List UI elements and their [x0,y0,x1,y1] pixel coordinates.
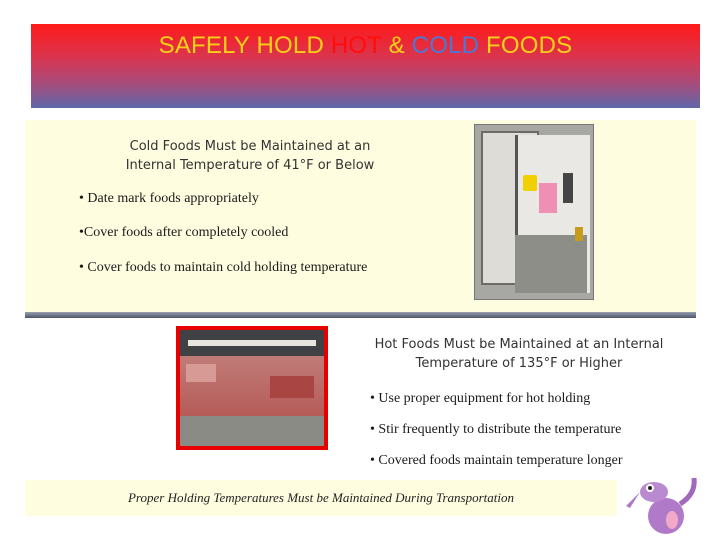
door-lower-panel [515,235,587,293]
hot-heading-line-1: Hot Foods Must be Maintained at an Internal [374,337,664,352]
title-part-2: FOODS [479,32,573,59]
title-banner [31,24,700,108]
title-cold-word: COLD [411,32,480,59]
cold-heading-line-1: Cold Foods Must be Maintained at an [129,139,371,154]
display-base [180,416,324,446]
cold-foods-panel [25,120,696,312]
cold-bullet-cover-cooled: •Cover foods after completely cooled [79,225,289,240]
cold-heading-line-2: Internal Temperature of 41°F or Below [125,158,375,173]
footer-band [25,480,617,516]
walk-in-cooler-door-photo [474,124,594,300]
hot-bullet-stir: • Stir frequently to distribute the temperature [370,422,622,437]
door-lock [575,227,583,241]
hot-holding-display-photo [176,326,328,450]
title-hot-word: HOT [330,32,382,59]
door-sign [523,175,537,191]
display-food-trays [180,356,324,416]
mascot-icon [620,474,700,538]
cold-bullet-date-mark: • Date mark foods appropriately [79,191,259,206]
display-light [188,340,316,346]
transport-note: Proper Holding Temperatures Must be Maintained During Transportation [127,490,515,505]
hot-foods-heading [366,335,672,373]
hot-bullet-equipment: • Use proper equipment for hot holding [370,391,591,406]
hot-heading-line-2: Temperature of 135°F or Higher [415,356,623,371]
door-notice [539,183,557,213]
title-part-1: SAFELY HOLD [158,32,331,59]
cold-foods-heading [115,137,385,175]
cold-bullet-cover-maintain: • Cover foods to maintain cold holding temperature [79,260,368,275]
title-ampersand: & [381,32,412,59]
slide-title [31,32,700,60]
door-handle [563,173,573,203]
hot-bullet-covered: • Covered foods maintain temperature longer [370,453,623,468]
